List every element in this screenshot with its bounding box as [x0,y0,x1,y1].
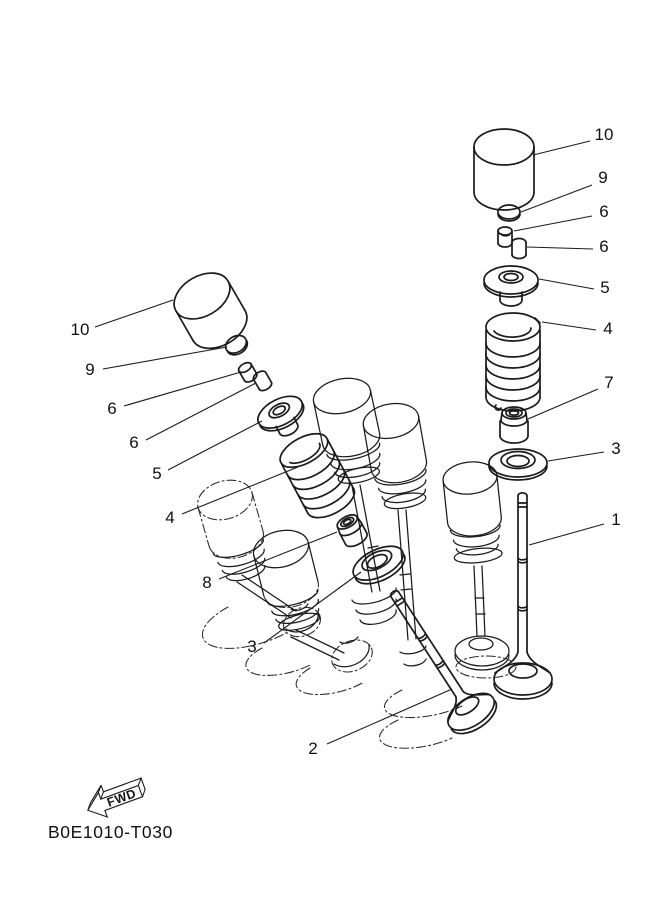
valve-cotter-left-lower [252,369,274,393]
callout-7: 7 [604,373,614,392]
valve-spring-right [486,313,540,411]
callout-5-right: 5 [600,278,610,297]
diagram-code: B0E1010-T030 [48,822,173,842]
valve-lifter-right [474,129,534,210]
callout-3-center: 3 [247,637,257,656]
installed-valve-head [455,636,509,666]
installed-valve-head-left [279,602,324,641]
fwd-arrow-label: FWD [105,786,139,810]
callout-6-left-upper: 6 [107,399,117,418]
callout-6-right-lower: 6 [599,237,609,256]
callout-10-right: 10 [594,125,614,144]
callout-9-left: 9 [85,360,95,379]
valve-1 [494,493,552,699]
callout-1: 1 [611,510,621,529]
callout-5-left: 5 [152,464,162,483]
callout-10-left: 10 [70,320,90,339]
installed-valve-head-mid [327,634,377,678]
installed-assembly-left-rear [193,474,296,618]
installed-assembly-left-front [249,525,344,660]
callout-9-right: 9 [598,168,608,187]
installed-assembly-right [441,459,509,670]
valve-lifter-left [166,264,255,358]
valve-pad-shim-right [498,205,520,221]
callout-4-right: 4 [603,319,613,338]
spring-seat-right [489,449,547,480]
valve-spring-left [275,427,360,525]
callout-3-right: 3 [611,439,621,458]
valve-cotter-right-lower [512,238,526,258]
valve-stem-seal-left [334,511,370,549]
callout-2: 2 [308,739,318,758]
chamber-ghost-lines [202,607,516,748]
valve-cotter-right-upper [498,227,512,247]
installed-assembly-mid-front [360,399,433,665]
callout-6-right-upper: 6 [599,202,609,221]
spring-retainer-right [484,266,538,306]
callout-4-left: 4 [165,508,175,527]
valve-stem-seal-right [500,407,528,443]
fwd-arrow [81,772,149,823]
callout-6-left-lower: 6 [129,433,139,452]
callout-8: 8 [202,573,212,592]
valve-pad-shim-left [222,332,250,359]
